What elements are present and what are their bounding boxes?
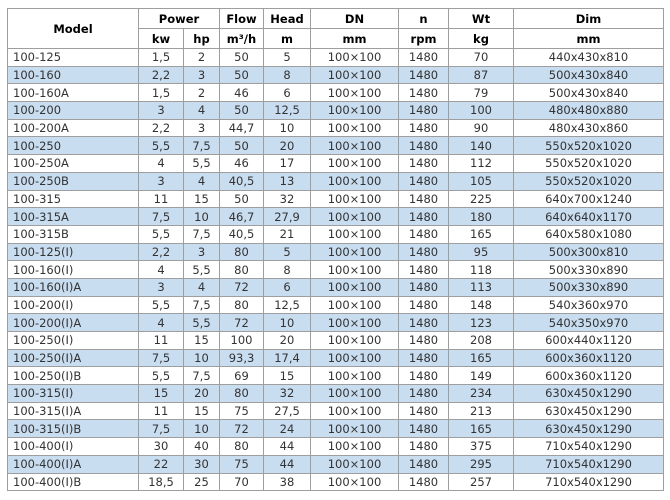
- cell-value: 4: [184, 172, 220, 190]
- cell-value: 32: [264, 190, 311, 208]
- cell-value: 100×100: [311, 402, 399, 420]
- cell-value: 80: [220, 243, 264, 261]
- cell-model: 100-315: [8, 190, 139, 208]
- cell-value: 5,5: [139, 137, 184, 155]
- cell-value: 100×100: [311, 155, 399, 173]
- cell-value: 100×100: [311, 172, 399, 190]
- cell-value: 12,5: [264, 296, 311, 314]
- cell-model: 100-200(I): [8, 296, 139, 314]
- cell-model: 100-400(I)A: [8, 455, 139, 473]
- cell-value: 5,5: [184, 155, 220, 173]
- cell-value: 100×100: [311, 261, 399, 279]
- cell-model: 100-200: [8, 102, 139, 120]
- cell-value: 2,2: [139, 66, 184, 84]
- cell-value: 17,4: [264, 349, 311, 367]
- unit-header-wt: kg: [449, 29, 514, 49]
- cell-value: 4: [139, 261, 184, 279]
- cell-value: 1,5: [139, 49, 184, 67]
- table-row: [8, 66, 664, 84]
- cell-value: 100×100: [311, 119, 399, 137]
- cell-value: 79: [449, 84, 514, 102]
- cell-value: 8: [264, 261, 311, 279]
- cell-value: 11: [139, 190, 184, 208]
- unit-header-flow: m³/h: [220, 29, 264, 49]
- cell-value: 1480: [399, 385, 449, 403]
- cell-value: 165: [449, 225, 514, 243]
- cell-value: 4: [139, 155, 184, 173]
- table-row: [8, 402, 664, 420]
- table-row: [8, 208, 664, 226]
- table-row: [8, 367, 664, 385]
- cell-value: 640x580x1080: [514, 225, 664, 243]
- cell-value: 100×100: [311, 349, 399, 367]
- cell-value: 5,5: [184, 314, 220, 332]
- cell-value: 630x450x1290: [514, 385, 664, 403]
- cell-value: 1480: [399, 349, 449, 367]
- cell-value: 1480: [399, 225, 449, 243]
- cell-model: 100-160(I)A: [8, 278, 139, 296]
- cell-value: 27,5: [264, 402, 311, 420]
- cell-value: 4: [184, 278, 220, 296]
- cell-value: 7,5: [139, 420, 184, 438]
- cell-value: 6: [264, 278, 311, 296]
- col-header-n: n: [399, 9, 449, 29]
- cell-value: 100×100: [311, 420, 399, 438]
- cell-value: 7,5: [139, 208, 184, 226]
- table-row: [8, 102, 664, 120]
- cell-value: 1480: [399, 278, 449, 296]
- cell-value: 1480: [399, 473, 449, 491]
- cell-value: 2: [184, 49, 220, 67]
- cell-value: 213: [449, 402, 514, 420]
- col-header-dim: Dim: [514, 9, 664, 29]
- table-row: [8, 84, 664, 102]
- cell-value: 7,5: [184, 367, 220, 385]
- cell-value: 7,5: [184, 137, 220, 155]
- cell-model: 100-315B: [8, 225, 139, 243]
- cell-value: 17: [264, 155, 311, 173]
- cell-value: 3: [139, 102, 184, 120]
- cell-value: 15: [184, 190, 220, 208]
- cell-value: 1,5: [139, 84, 184, 102]
- unit-header-head: m: [264, 29, 311, 49]
- cell-value: 100: [220, 332, 264, 350]
- table-row: [8, 261, 664, 279]
- cell-value: 1480: [399, 66, 449, 84]
- cell-model: 100-400(I): [8, 438, 139, 456]
- cell-value: 710x540x1290: [514, 455, 664, 473]
- cell-value: 5,5: [139, 225, 184, 243]
- cell-value: 7,5: [139, 349, 184, 367]
- cell-value: 15: [139, 385, 184, 403]
- cell-value: 3: [184, 119, 220, 137]
- cell-value: 100×100: [311, 208, 399, 226]
- cell-value: 500x430x840: [514, 84, 664, 102]
- cell-model: 100-250(I)A: [8, 349, 139, 367]
- cell-value: 1480: [399, 49, 449, 67]
- cell-value: 72: [220, 420, 264, 438]
- cell-value: 80: [220, 296, 264, 314]
- unit-header-hp: hp: [184, 29, 220, 49]
- cell-value: 50: [220, 137, 264, 155]
- table-row: [8, 420, 664, 438]
- cell-value: 100×100: [311, 385, 399, 403]
- cell-value: 44: [264, 438, 311, 456]
- pump-spec-table: [7, 8, 664, 491]
- cell-value: 4: [184, 102, 220, 120]
- cell-model: 100-160A: [8, 84, 139, 102]
- unit-header-dim: mm: [514, 29, 664, 49]
- cell-value: 640x700x1240: [514, 190, 664, 208]
- cell-value: 3: [184, 243, 220, 261]
- cell-value: 15: [184, 332, 220, 350]
- cell-value: 1480: [399, 261, 449, 279]
- cell-value: 30: [139, 438, 184, 456]
- cell-value: 40: [184, 438, 220, 456]
- col-header-head: Head: [264, 9, 311, 29]
- cell-value: 500x330x890: [514, 261, 664, 279]
- table-row: [8, 190, 664, 208]
- cell-value: 10: [184, 420, 220, 438]
- cell-value: 100×100: [311, 225, 399, 243]
- cell-value: 640x640x1170: [514, 208, 664, 226]
- cell-value: 13: [264, 172, 311, 190]
- table-row: [8, 473, 664, 491]
- table-row: [8, 438, 664, 456]
- cell-value: 80: [220, 438, 264, 456]
- cell-value: 40,5: [220, 172, 264, 190]
- col-header-flow: Flow: [220, 9, 264, 29]
- cell-value: 100×100: [311, 332, 399, 350]
- cell-value: 1480: [399, 102, 449, 120]
- cell-value: 1480: [399, 172, 449, 190]
- cell-value: 40,5: [220, 225, 264, 243]
- cell-value: 180: [449, 208, 514, 226]
- cell-value: 100×100: [311, 455, 399, 473]
- cell-value: 100×100: [311, 102, 399, 120]
- cell-value: 149: [449, 367, 514, 385]
- cell-value: 3: [139, 172, 184, 190]
- cell-value: 480x480x880: [514, 102, 664, 120]
- cell-value: 480x430x860: [514, 119, 664, 137]
- cell-value: 550x520x1020: [514, 155, 664, 173]
- cell-value: 100×100: [311, 190, 399, 208]
- cell-value: 20: [264, 137, 311, 155]
- cell-value: 80: [220, 385, 264, 403]
- cell-value: 225: [449, 190, 514, 208]
- cell-value: 1480: [399, 402, 449, 420]
- cell-value: 69: [220, 367, 264, 385]
- cell-value: 600x360x1120: [514, 349, 664, 367]
- cell-value: 18,5: [139, 473, 184, 491]
- cell-value: 20: [184, 385, 220, 403]
- cell-value: 2,2: [139, 243, 184, 261]
- col-header-model: Model: [8, 9, 139, 49]
- cell-value: 30: [184, 455, 220, 473]
- table-row: [8, 455, 664, 473]
- cell-value: 540x360x970: [514, 296, 664, 314]
- cell-value: 100×100: [311, 438, 399, 456]
- cell-value: 165: [449, 420, 514, 438]
- table-row: [8, 349, 664, 367]
- cell-model: 100-315(I)B: [8, 420, 139, 438]
- cell-value: 208: [449, 332, 514, 350]
- cell-value: 1480: [399, 155, 449, 173]
- cell-value: 6: [264, 84, 311, 102]
- cell-value: 38: [264, 473, 311, 491]
- cell-value: 100×100: [311, 367, 399, 385]
- cell-value: 550x520x1020: [514, 137, 664, 155]
- cell-value: 46,7: [220, 208, 264, 226]
- cell-value: 12,5: [264, 102, 311, 120]
- cell-value: 15: [184, 402, 220, 420]
- cell-value: 1480: [399, 190, 449, 208]
- cell-value: 5,5: [184, 261, 220, 279]
- cell-value: 7,5: [184, 296, 220, 314]
- cell-value: 550x520x1020: [514, 172, 664, 190]
- cell-value: 50: [220, 66, 264, 84]
- cell-value: 710x540x1290: [514, 438, 664, 456]
- cell-value: 1480: [399, 367, 449, 385]
- cell-value: 118: [449, 261, 514, 279]
- col-header-dn: DN: [311, 9, 399, 29]
- cell-value: 113: [449, 278, 514, 296]
- cell-value: 123: [449, 314, 514, 332]
- cell-value: 1480: [399, 332, 449, 350]
- cell-value: 10: [264, 119, 311, 137]
- cell-value: 24: [264, 420, 311, 438]
- unit-header-n: rpm: [399, 29, 449, 49]
- table-row: [8, 225, 664, 243]
- cell-value: 100×100: [311, 296, 399, 314]
- cell-value: 100×100: [311, 49, 399, 67]
- cell-value: 11: [139, 332, 184, 350]
- cell-value: 72: [220, 314, 264, 332]
- cell-value: 70: [220, 473, 264, 491]
- cell-value: 93,3: [220, 349, 264, 367]
- cell-model: 100-200(I)A: [8, 314, 139, 332]
- cell-value: 100×100: [311, 84, 399, 102]
- cell-value: 630x450x1290: [514, 420, 664, 438]
- table-row: [8, 278, 664, 296]
- cell-value: 234: [449, 385, 514, 403]
- cell-value: 500x330x890: [514, 278, 664, 296]
- cell-value: 100×100: [311, 66, 399, 84]
- cell-value: 375: [449, 438, 514, 456]
- cell-model: 100-125: [8, 49, 139, 67]
- cell-value: 148: [449, 296, 514, 314]
- table-row: [8, 296, 664, 314]
- cell-value: 50: [220, 190, 264, 208]
- cell-value: 75: [220, 402, 264, 420]
- table-row: [8, 119, 664, 137]
- cell-model: 100-400(I)B: [8, 473, 139, 491]
- cell-value: 72: [220, 278, 264, 296]
- cell-value: 44,7: [220, 119, 264, 137]
- cell-model: 100-160: [8, 66, 139, 84]
- cell-value: 90: [449, 119, 514, 137]
- cell-value: 630x450x1290: [514, 402, 664, 420]
- cell-value: 10: [184, 208, 220, 226]
- cell-value: 3: [184, 66, 220, 84]
- cell-value: 15: [264, 367, 311, 385]
- cell-value: 5,5: [139, 296, 184, 314]
- cell-value: 75: [220, 455, 264, 473]
- cell-value: 1480: [399, 438, 449, 456]
- cell-value: 1480: [399, 84, 449, 102]
- cell-value: 540x350x970: [514, 314, 664, 332]
- cell-value: 140: [449, 137, 514, 155]
- cell-value: 87: [449, 66, 514, 84]
- cell-model: 100-250B: [8, 172, 139, 190]
- cell-value: 22: [139, 455, 184, 473]
- table-row: [8, 155, 664, 173]
- cell-value: 46: [220, 155, 264, 173]
- cell-value: 1480: [399, 420, 449, 438]
- cell-value: 2,2: [139, 119, 184, 137]
- cell-model: 100-315A: [8, 208, 139, 226]
- table-row: [8, 385, 664, 403]
- cell-value: 50: [220, 49, 264, 67]
- table-row: [8, 243, 664, 261]
- cell-model: 100-250(I)B: [8, 367, 139, 385]
- cell-model: 100-250A: [8, 155, 139, 173]
- cell-value: 112: [449, 155, 514, 173]
- col-header-power: Power: [139, 9, 220, 29]
- header-row-main: [8, 9, 664, 29]
- cell-value: 7,5: [184, 225, 220, 243]
- cell-value: 20: [264, 332, 311, 350]
- cell-value: 600x360x1120: [514, 367, 664, 385]
- cell-value: 295: [449, 455, 514, 473]
- cell-value: 5: [264, 243, 311, 261]
- col-header-wt: Wt: [449, 9, 514, 29]
- cell-value: 27,9: [264, 208, 311, 226]
- table-header: [8, 9, 664, 49]
- cell-value: 11: [139, 402, 184, 420]
- cell-value: 600x440x1120: [514, 332, 664, 350]
- cell-value: 1480: [399, 119, 449, 137]
- cell-value: 46: [220, 84, 264, 102]
- cell-value: 1480: [399, 314, 449, 332]
- cell-value: 10: [264, 314, 311, 332]
- cell-value: 440x430x810: [514, 49, 664, 67]
- unit-header-dn: mm: [311, 29, 399, 49]
- cell-value: 1480: [399, 296, 449, 314]
- cell-value: 2: [184, 84, 220, 102]
- cell-value: 5: [264, 49, 311, 67]
- table-row: [8, 332, 664, 350]
- cell-value: 8: [264, 66, 311, 84]
- cell-value: 500x300x810: [514, 243, 664, 261]
- cell-value: 100×100: [311, 243, 399, 261]
- cell-value: 95: [449, 243, 514, 261]
- cell-value: 80: [220, 261, 264, 279]
- cell-model: 100-200A: [8, 119, 139, 137]
- cell-value: 1480: [399, 455, 449, 473]
- cell-value: 5,5: [139, 367, 184, 385]
- cell-value: 70: [449, 49, 514, 67]
- cell-model: 100-160(I): [8, 261, 139, 279]
- table-row: [8, 172, 664, 190]
- table-row: [8, 314, 664, 332]
- cell-value: 257: [449, 473, 514, 491]
- cell-value: 500x430x840: [514, 66, 664, 84]
- cell-model: 100-250: [8, 137, 139, 155]
- table-row: [8, 137, 664, 155]
- cell-value: 1480: [399, 243, 449, 261]
- cell-value: 100: [449, 102, 514, 120]
- cell-value: 3: [139, 278, 184, 296]
- table-row: [8, 49, 664, 67]
- cell-value: 165: [449, 349, 514, 367]
- cell-model: 100-250(I): [8, 332, 139, 350]
- cell-value: 105: [449, 172, 514, 190]
- cell-value: 10: [184, 349, 220, 367]
- cell-value: 710x540x1290: [514, 473, 664, 491]
- cell-value: 1480: [399, 208, 449, 226]
- cell-value: 21: [264, 225, 311, 243]
- cell-value: 100×100: [311, 473, 399, 491]
- cell-value: 100×100: [311, 314, 399, 332]
- cell-value: 44: [264, 455, 311, 473]
- cell-model: 100-315(I): [8, 385, 139, 403]
- cell-value: 100×100: [311, 278, 399, 296]
- cell-value: 100×100: [311, 137, 399, 155]
- unit-header-kw: kw: [139, 29, 184, 49]
- cell-value: 32: [264, 385, 311, 403]
- cell-value: 4: [139, 314, 184, 332]
- spec-table-body: [8, 49, 664, 491]
- cell-value: 1480: [399, 137, 449, 155]
- cell-model: 100-125(I): [8, 243, 139, 261]
- cell-value: 25: [184, 473, 220, 491]
- cell-value: 50: [220, 102, 264, 120]
- cell-model: 100-315(I)A: [8, 402, 139, 420]
